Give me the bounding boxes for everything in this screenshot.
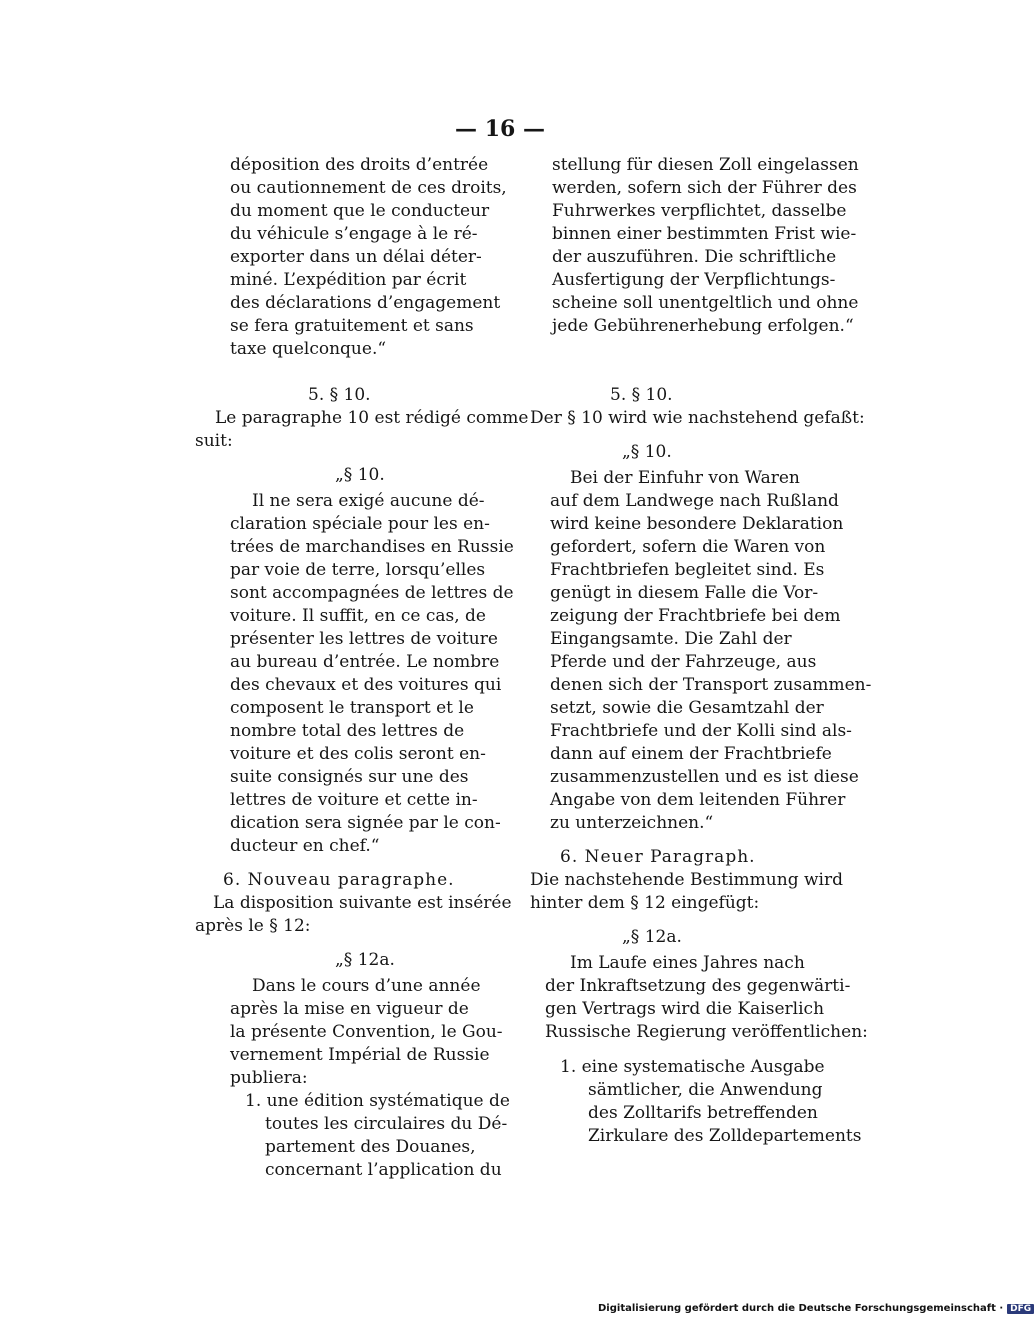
section-intro-line: après le § 12: bbox=[195, 916, 311, 936]
right-column-german bbox=[530, 154, 872, 1148]
list-item-line: toutes les circulaires du Dé- bbox=[265, 1114, 508, 1134]
section-title: 5. § 10. bbox=[308, 385, 371, 405]
quote-line: setzt, sowie die Gesamtzahl der bbox=[550, 698, 824, 718]
quote-line: au bureau d’entrée. Le nombre bbox=[230, 652, 500, 672]
text-line: stellung für diesen Zoll eingelassen bbox=[552, 155, 859, 175]
text-line: Fuhrwerkes verpflichtet, dasselbe bbox=[552, 201, 847, 221]
section-intro-line: Der § 10 wird wie nachstehend gefaßt: bbox=[530, 408, 865, 428]
quote-line: la présente Convention, le Gou- bbox=[230, 1022, 503, 1042]
list-item-line: 1. une édition systématique de bbox=[245, 1091, 510, 1111]
section-intro-line: Die nachstehende Bestimmung wird bbox=[530, 870, 843, 890]
text-line: jede Gebührenerhebung erfolgen.“ bbox=[552, 316, 854, 336]
text-line: ou cautionnement de ces droits, bbox=[230, 178, 507, 198]
page-number: — 16 — bbox=[455, 116, 545, 142]
text-line: binnen einer bestimmten Frist wie- bbox=[552, 224, 857, 244]
dfg-logo: DFG bbox=[1007, 1304, 1034, 1314]
quote-line: sont accompagnées de lettres de bbox=[230, 583, 514, 603]
quote-line: Russische Regierung veröffentlichen: bbox=[545, 1022, 868, 1042]
quote-line: Frachtbriefe und der Kolli sind als- bbox=[550, 721, 852, 741]
list-item-line: Zirkulare des Zolldepartements bbox=[588, 1126, 862, 1146]
left-continuation bbox=[195, 154, 507, 361]
quote-line: claration spéciale pour les en- bbox=[230, 514, 490, 534]
list-item-line: sämtlicher, die Anwendung bbox=[588, 1080, 823, 1100]
section-intro-line: suit: bbox=[195, 431, 233, 451]
quote-line: Dans le cours d’une année bbox=[252, 976, 481, 996]
right-continuation bbox=[530, 154, 859, 338]
quote-line: Bei der Einfuhr von Waren bbox=[570, 468, 800, 488]
section-intro-line: La disposition suivante est insérée bbox=[213, 893, 512, 913]
quote-line: ducteur en chef.“ bbox=[230, 836, 380, 856]
quote-line: gen Vertrags wird die Kaiserlich bbox=[545, 999, 825, 1019]
quote-line: Im Laufe eines Jahres nach bbox=[570, 953, 805, 973]
text-line: scheine soll unentgeltlich und ohne bbox=[552, 293, 859, 313]
section-title: 5. § 10. bbox=[610, 385, 673, 405]
quote-line: lettres de voiture et cette in- bbox=[230, 790, 478, 810]
quote-line: nombre total des lettres de bbox=[230, 721, 465, 741]
text-line: se fera gratuitement et sans bbox=[230, 316, 474, 336]
quote-line: des chevaux et des voitures qui bbox=[230, 675, 502, 695]
section-intro-line: Le paragraphe 10 est rédigé comme bbox=[215, 408, 529, 428]
quoted-paragraph-title: „§ 12a. bbox=[335, 950, 395, 970]
quote-line: présenter les lettres de voiture bbox=[230, 629, 498, 649]
quoted-paragraph-title: „§ 10. bbox=[335, 465, 385, 485]
quote-line: voiture et des colis seront en- bbox=[230, 744, 486, 764]
text-line: déposition des droits d’entrée bbox=[230, 155, 489, 175]
quoted-paragraph-title: „§ 12a. bbox=[622, 927, 682, 947]
text-line: der auszuführen. Die schriftliche bbox=[552, 247, 837, 267]
quote-line: auf dem Landwege nach Rußland bbox=[550, 491, 839, 511]
footer-credit bbox=[598, 1303, 1034, 1314]
quote-line: après la mise en vigueur de bbox=[230, 999, 469, 1019]
quote-line: Pferde und der Fahrzeuge, aus bbox=[550, 652, 817, 672]
text-line: taxe quelconque.“ bbox=[230, 339, 387, 359]
section-title: 6. Nouveau paragraphe. bbox=[223, 870, 455, 890]
text-line: miné. L’expédition par écrit bbox=[230, 270, 467, 290]
quote-line: publiera: bbox=[230, 1068, 308, 1088]
section-intro-line: hinter dem § 12 eingefügt: bbox=[530, 893, 760, 913]
list-item-line: concernant l’application du bbox=[265, 1160, 502, 1180]
quote-line: suite consignés sur une des bbox=[230, 767, 469, 787]
quote-line: wird keine besondere Deklaration bbox=[550, 514, 844, 534]
quote-line: vernement Impérial de Russie bbox=[230, 1045, 490, 1065]
text-line: werden, sofern sich der Führer des bbox=[552, 178, 857, 198]
quote-line: voiture. Il suffit, en ce cas, de bbox=[230, 606, 486, 626]
text-line: Ausfertigung der Verpflichtungs- bbox=[552, 270, 836, 290]
text-line: des déclarations d’engagement bbox=[230, 293, 501, 313]
quote-line: Frachtbriefen begleitet sind. Es bbox=[550, 560, 825, 580]
left-column-french bbox=[195, 154, 529, 1182]
quote-line: Il ne sera exigé aucune dé- bbox=[252, 491, 485, 511]
quote-line: Angabe von dem leitenden Führer bbox=[550, 790, 846, 810]
quote-line: zusammenzustellen und es ist diese bbox=[550, 767, 859, 787]
quote-line: gefordert, sofern die Waren von bbox=[550, 537, 826, 557]
footer-text: Digitalisierung gefördert durch die Deutsche Forschungsgemeinschaft · bbox=[598, 1303, 1004, 1314]
quote-line: der Inkraftsetzung des gegenwärti- bbox=[545, 976, 851, 996]
quote-line: trées de marchandises en Russie bbox=[230, 537, 514, 557]
text-line: du véhicule s’engage à le ré- bbox=[230, 224, 478, 244]
quote-line: genügt in diesem Falle die Vor- bbox=[550, 583, 819, 603]
quote-line: Eingangsamte. Die Zahl der bbox=[550, 629, 792, 649]
quote-line: zeigung der Frachtbriefe bei dem bbox=[550, 606, 841, 626]
text-line: du moment que le conducteur bbox=[230, 201, 490, 221]
quote-line: composent le transport et le bbox=[230, 698, 474, 718]
text-line: exporter dans un délai déter- bbox=[230, 247, 482, 267]
quoted-paragraph-title: „§ 10. bbox=[622, 442, 672, 462]
list-item-line: partement des Douanes, bbox=[265, 1137, 476, 1157]
quote-line: par voie de terre, lorsqu’elles bbox=[230, 560, 486, 580]
quote-line: dication sera signée par le con- bbox=[230, 813, 501, 833]
quote-line: dann auf einem der Frachtbriefe bbox=[550, 744, 832, 764]
quote-line: denen sich der Transport zusammen- bbox=[550, 675, 872, 695]
quote-line: zu unterzeichnen.“ bbox=[550, 813, 714, 833]
list-item-line: 1. eine systematische Ausgabe bbox=[560, 1057, 825, 1077]
section-title: 6. Neuer Paragraph. bbox=[560, 847, 756, 867]
list-item-line: des Zolltarifs betreffenden bbox=[588, 1103, 818, 1123]
